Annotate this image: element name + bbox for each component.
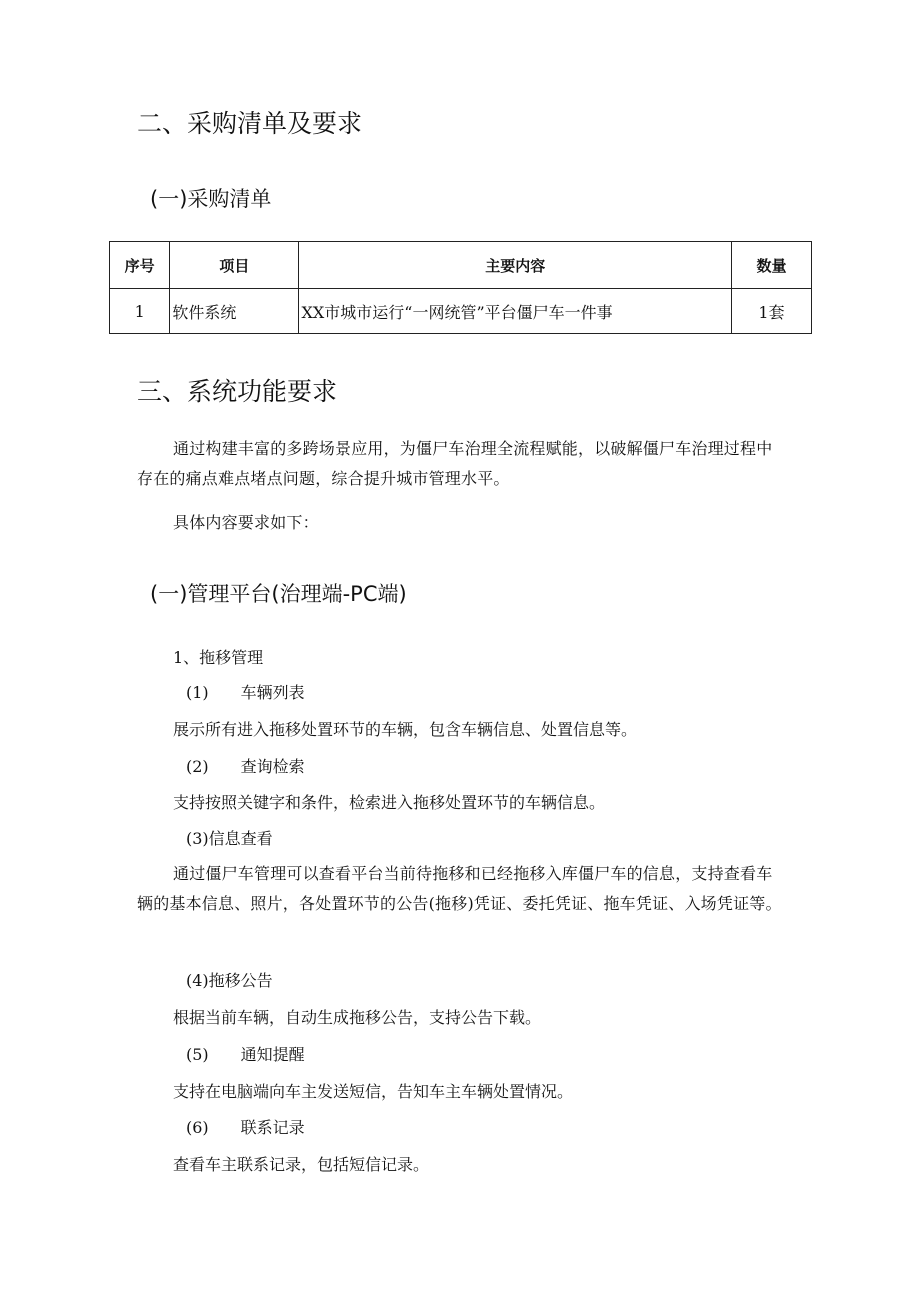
module-title-towing: 1、拖移管理 xyxy=(173,648,264,667)
intro-paragraph: 通过构建丰富的多跨场景应用，为僵尸车治理全流程赋能，以破解僵尸车治理过程中存在的痛点难点堵点问题，综合提升城市管理水平。 xyxy=(137,439,773,488)
item-desc-contact-log: 查看车主联系记录，包括短信记录。 xyxy=(173,1155,430,1174)
item-label-notice: (4)拖移公告 xyxy=(186,971,273,990)
intro-note: 具体内容要求如下： xyxy=(173,513,319,532)
item-label-search: (2) 查询检索 xyxy=(186,757,305,776)
item-desc-vehicle-list: 展示所有进入拖移处置环节的车辆，包含车辆信息、处置信息等。 xyxy=(173,720,638,739)
section-heading-procurement: 二、采购清单及要求 xyxy=(137,109,363,138)
item-label-notification: (5) 通知提醒 xyxy=(186,1045,305,1064)
table-row xyxy=(110,289,812,334)
item-label-info-view: (3)信息查看 xyxy=(186,829,273,848)
cell-qty: 1套 xyxy=(731,289,811,334)
item-label-vehicle-list: (1) 车辆列表 xyxy=(186,683,305,702)
table-header-row xyxy=(110,242,812,289)
subheading-management-platform: (一)管理平台(治理端-PC端) xyxy=(150,582,407,606)
item-label-contact-log: (6) 联系记录 xyxy=(186,1118,305,1137)
item-desc-notice: 根据当前车辆，自动生成拖移公告，支持公告下载。 xyxy=(173,1008,542,1027)
item-desc-notification: 支持在电脑端向车主发送短信，告知车主车辆处置情况。 xyxy=(173,1082,574,1101)
col-header-no: 序号 xyxy=(110,242,170,289)
col-header-item: 项目 xyxy=(170,242,299,289)
cell-no: 1 xyxy=(110,289,170,334)
item-desc-info-view: 通过僵尸车管理可以查看平台当前待拖移和已经拖移入库僵尸车的信息，支持查看车辆的基本信息、照片，各处置环节的公告(拖移)凭证、委托凭证、拖车凭证、入场凭证等。 xyxy=(137,864,782,913)
procurement-table xyxy=(109,241,812,334)
item-desc-search: 支持按照关键字和条件，检索进入拖移处置环节的车辆信息。 xyxy=(173,793,606,812)
cell-content: XX市城市运行“一网统管”平台僵尸车一件事 xyxy=(299,289,731,334)
section-heading-functions: 三、系统功能要求 xyxy=(137,377,338,406)
col-header-content: 主要内容 xyxy=(299,242,731,289)
cell-item: 软件系统 xyxy=(170,289,299,334)
col-header-qty: 数量 xyxy=(731,242,811,289)
subheading-procurement-list: (一)采购清单 xyxy=(150,187,272,211)
